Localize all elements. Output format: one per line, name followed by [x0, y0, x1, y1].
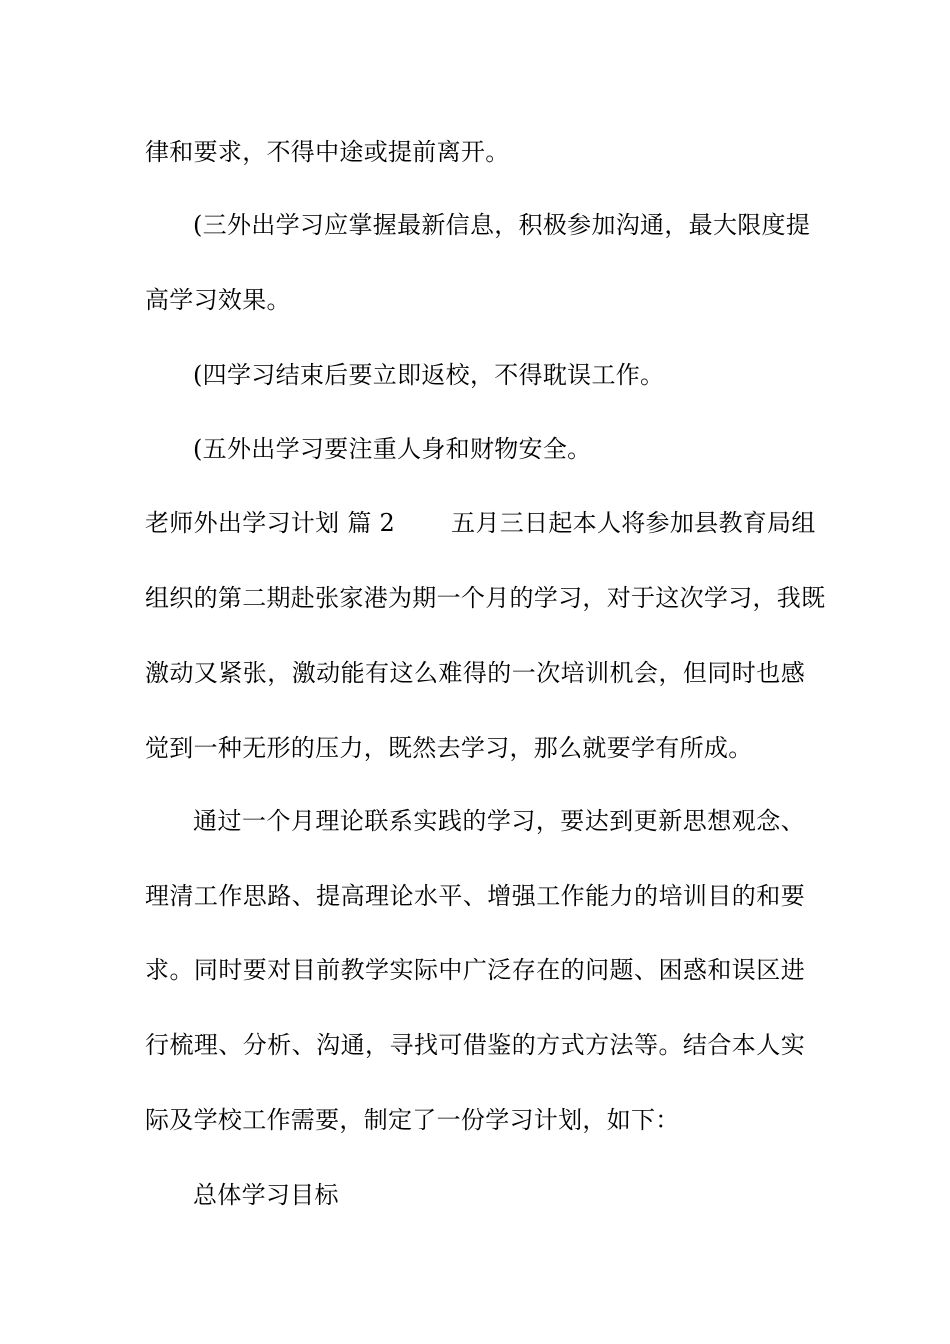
paragraph-line: 通过一个月理论联系实践的学习，要达到更新思想观念、 [193, 807, 805, 835]
section-heading: 老师外出学习计划 篇 2 [145, 509, 396, 537]
paragraph-line: 组织的第二期赴张家港为期一个月的学习，对于这次学习，我既 [145, 584, 826, 612]
paragraph-line: (五外出学习要注重人身和财物安全。 [193, 435, 592, 463]
paragraph-line: (四学习结束后要立即返校，不得耽误工作。 [193, 361, 665, 389]
paragraph-line: 律和要求，不得中途或提前离开。 [145, 138, 510, 166]
paragraph-line: 高学习效果。 [145, 286, 291, 314]
paragraph-line: 激动又紧张，激动能有这么难得的一次培训机会，但同时也感 [145, 659, 805, 687]
paragraph-line: 理清工作思路、提高理论水平、增强工作能力的培训目的和要 [145, 882, 805, 910]
paragraph-line: 觉到一种无形的压力，既然去学习，那么就要学有所成。 [145, 734, 753, 762]
paragraph-line: 际及学校工作需要，制定了一份学习计划，如下： [145, 1106, 680, 1134]
subheading: 总体学习目标 [193, 1181, 339, 1209]
section-first-text: 五月三日起本人将参加县教育局组 [451, 509, 816, 537]
paragraph-line: 求。同时要对目前教学实际中广泛存在的问题、困惑和误区进 [145, 956, 805, 984]
paragraph-line: (三外出学习应掌握最新信息，积极参加沟通，最大限度提 [193, 211, 811, 239]
paragraph-line: 行梳理、分析、沟通，寻找可借鉴的方式方法等。结合本人实 [145, 1031, 805, 1059]
section-heading-line [145, 508, 816, 538]
